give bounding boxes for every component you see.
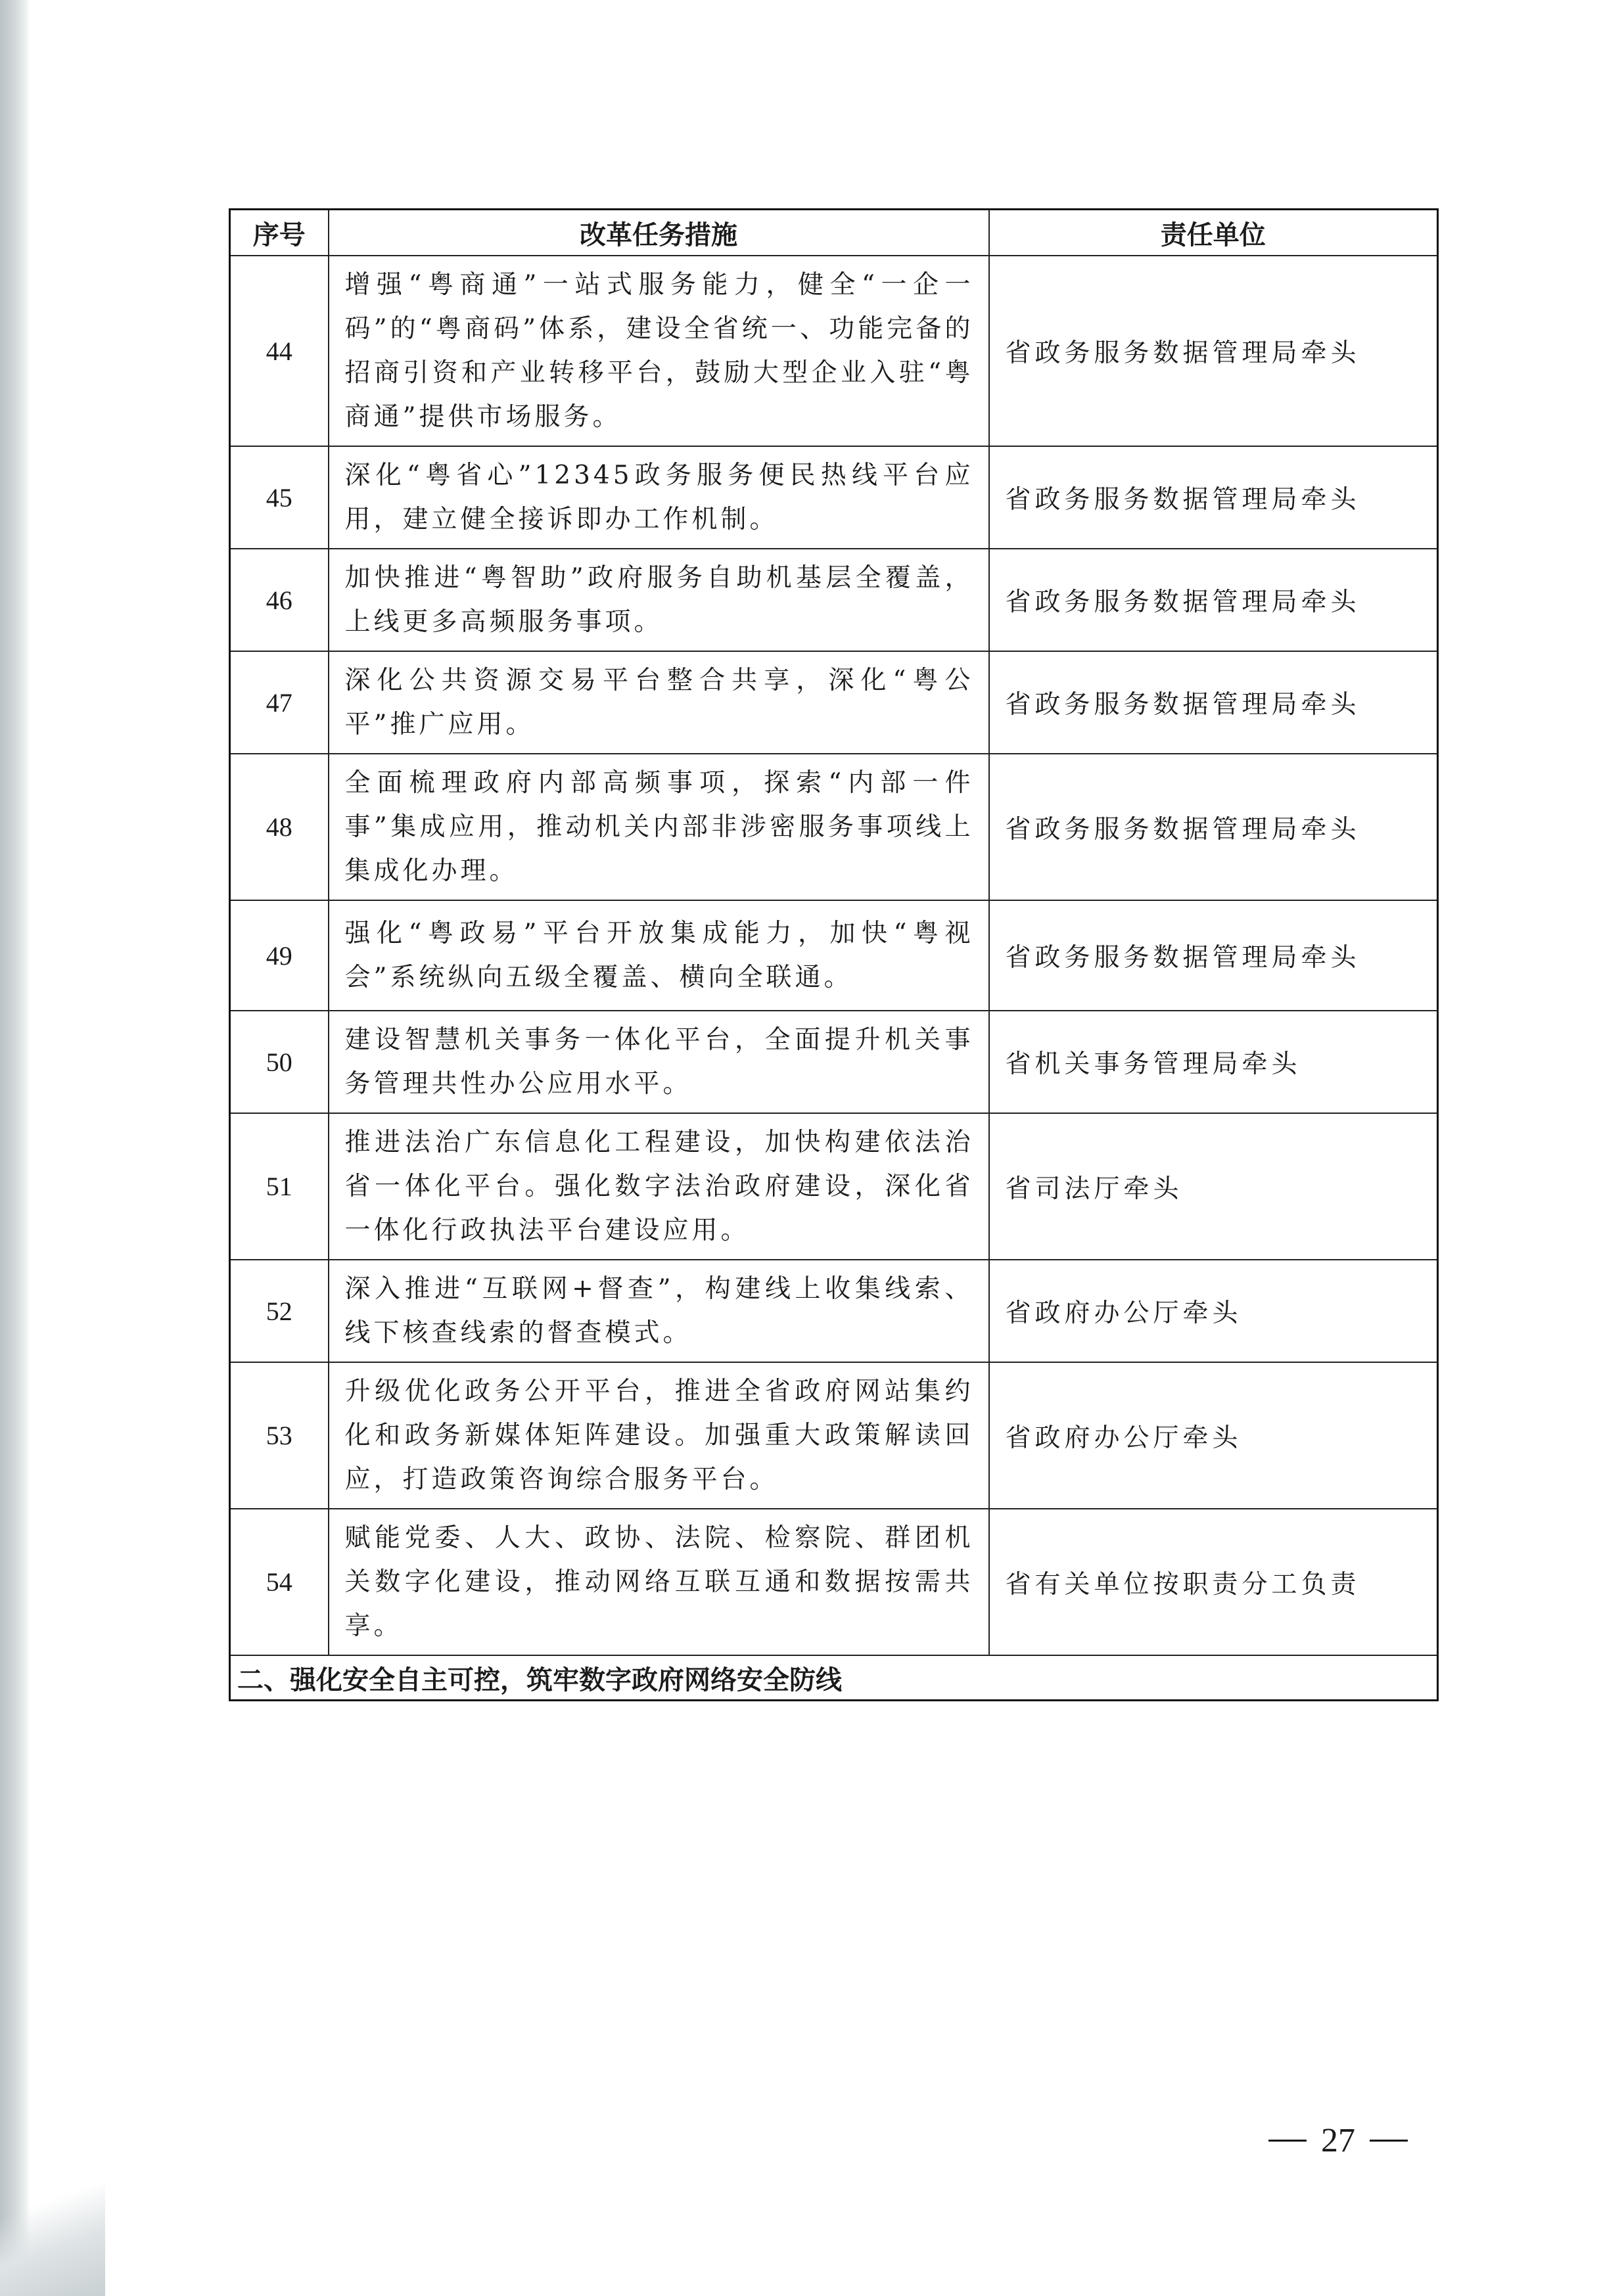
row-unit: 省政务服务数据管理局牵头 xyxy=(989,754,1438,900)
row-number: 51 xyxy=(230,1113,329,1260)
row-number: 49 xyxy=(230,900,329,1011)
row-number: 47 xyxy=(230,651,329,754)
row-number: 46 xyxy=(230,549,329,651)
row-unit: 省政务服务数据管理局牵头 xyxy=(989,900,1438,1011)
row-unit: 省政务服务数据管理局牵头 xyxy=(989,651,1438,754)
row-unit: 省政务服务数据管理局牵头 xyxy=(989,446,1438,549)
row-task: 增强“粤商通”一站式服务能力，健全“一企一码”的“粤商码”体系，建设全省统一、功能完备的招商引资和产业转移平台，鼓励大型企业入驻“粤商通”提供市场服务。 xyxy=(329,256,989,446)
table-row xyxy=(230,549,1438,651)
section-heading: 二、强化安全自主可控，筑牢数字政府网络安全防线 xyxy=(230,1655,1438,1701)
row-number: 44 xyxy=(230,256,329,446)
row-unit: 省政府办公厅牵头 xyxy=(989,1260,1438,1362)
row-unit: 省司法厅牵头 xyxy=(989,1113,1438,1260)
table-row xyxy=(230,1011,1438,1113)
table-row xyxy=(230,1260,1438,1362)
table-row xyxy=(230,1362,1438,1509)
row-task: 建设智慧机关事务一体化平台，全面提升机关事务管理共性办公应用水平。 xyxy=(329,1011,989,1113)
dash-right xyxy=(1370,2140,1408,2142)
row-unit: 省政务服务数据管理局牵头 xyxy=(989,256,1438,446)
row-task: 深入推进“互联网+督查”，构建线上收集线索、线下核查线索的督查模式。 xyxy=(329,1260,989,1362)
dash-left xyxy=(1268,2140,1307,2142)
row-task: 升级优化政务公开平台，推进全省政府网站集约化和政务新媒体矩阵建设。加强重大政策解读回应，打造政策咨询综合服务平台。 xyxy=(329,1362,989,1509)
row-unit: 省机关事务管理局牵头 xyxy=(989,1011,1438,1113)
row-number: 54 xyxy=(230,1509,329,1655)
table-row xyxy=(230,900,1438,1011)
scan-edge-shadow xyxy=(0,0,30,2296)
row-number: 45 xyxy=(230,446,329,549)
row-unit: 省政府办公厅牵头 xyxy=(989,1362,1438,1509)
table-row xyxy=(230,1113,1438,1260)
table-header-row xyxy=(230,210,1438,256)
row-unit: 省政务服务数据管理局牵头 xyxy=(989,549,1438,651)
row-task: 深化公共资源交易平台整合共享，深化“粤公平”推广应用。 xyxy=(329,651,989,754)
row-number: 50 xyxy=(230,1011,329,1113)
row-number: 53 xyxy=(230,1362,329,1509)
header-number: 序号 xyxy=(230,210,329,256)
header-unit: 责任单位 xyxy=(989,210,1438,256)
table-row xyxy=(230,754,1438,900)
table-row xyxy=(230,651,1438,754)
row-number: 52 xyxy=(230,1260,329,1362)
row-task: 推进法治广东信息化工程建设，加快构建依法治省一体化平台。强化数字法治政府建设，深化省一体化行政执法平台建设应用。 xyxy=(329,1113,989,1260)
header-task: 改革任务措施 xyxy=(329,210,989,256)
row-task: 赋能党委、人大、政协、法院、检察院、群团机关数字化建设，推动网络互联互通和数据按需共享。 xyxy=(329,1509,989,1655)
row-task: 全面梳理政府内部高频事项，探索“内部一件事”集成应用，推动机关内部非涉密服务事项线上集成化办理。 xyxy=(329,754,989,900)
table-row xyxy=(230,1509,1438,1655)
table-row xyxy=(230,256,1438,446)
row-unit: 省有关单位按职责分工负责 xyxy=(989,1509,1438,1655)
page-number-value: 27 xyxy=(1321,2122,1355,2159)
row-task: 加快推进“粤智助”政府服务自助机基层全覆盖，上线更多高频服务事项。 xyxy=(329,549,989,651)
reform-tasks-table xyxy=(229,208,1439,1701)
page-number xyxy=(1268,2121,1433,2160)
row-number: 48 xyxy=(230,754,329,900)
section-row xyxy=(230,1655,1438,1701)
scan-corner-shadow xyxy=(0,2169,105,2296)
table-row xyxy=(230,446,1438,549)
row-task: 强化“粤政易”平台开放集成能力，加快“粤视会”系统纵向五级全覆盖、横向全联通。 xyxy=(329,900,989,1011)
row-task: 深化“粤省心”12345政务服务便民热线平台应用，建立健全接诉即办工作机制。 xyxy=(329,446,989,549)
